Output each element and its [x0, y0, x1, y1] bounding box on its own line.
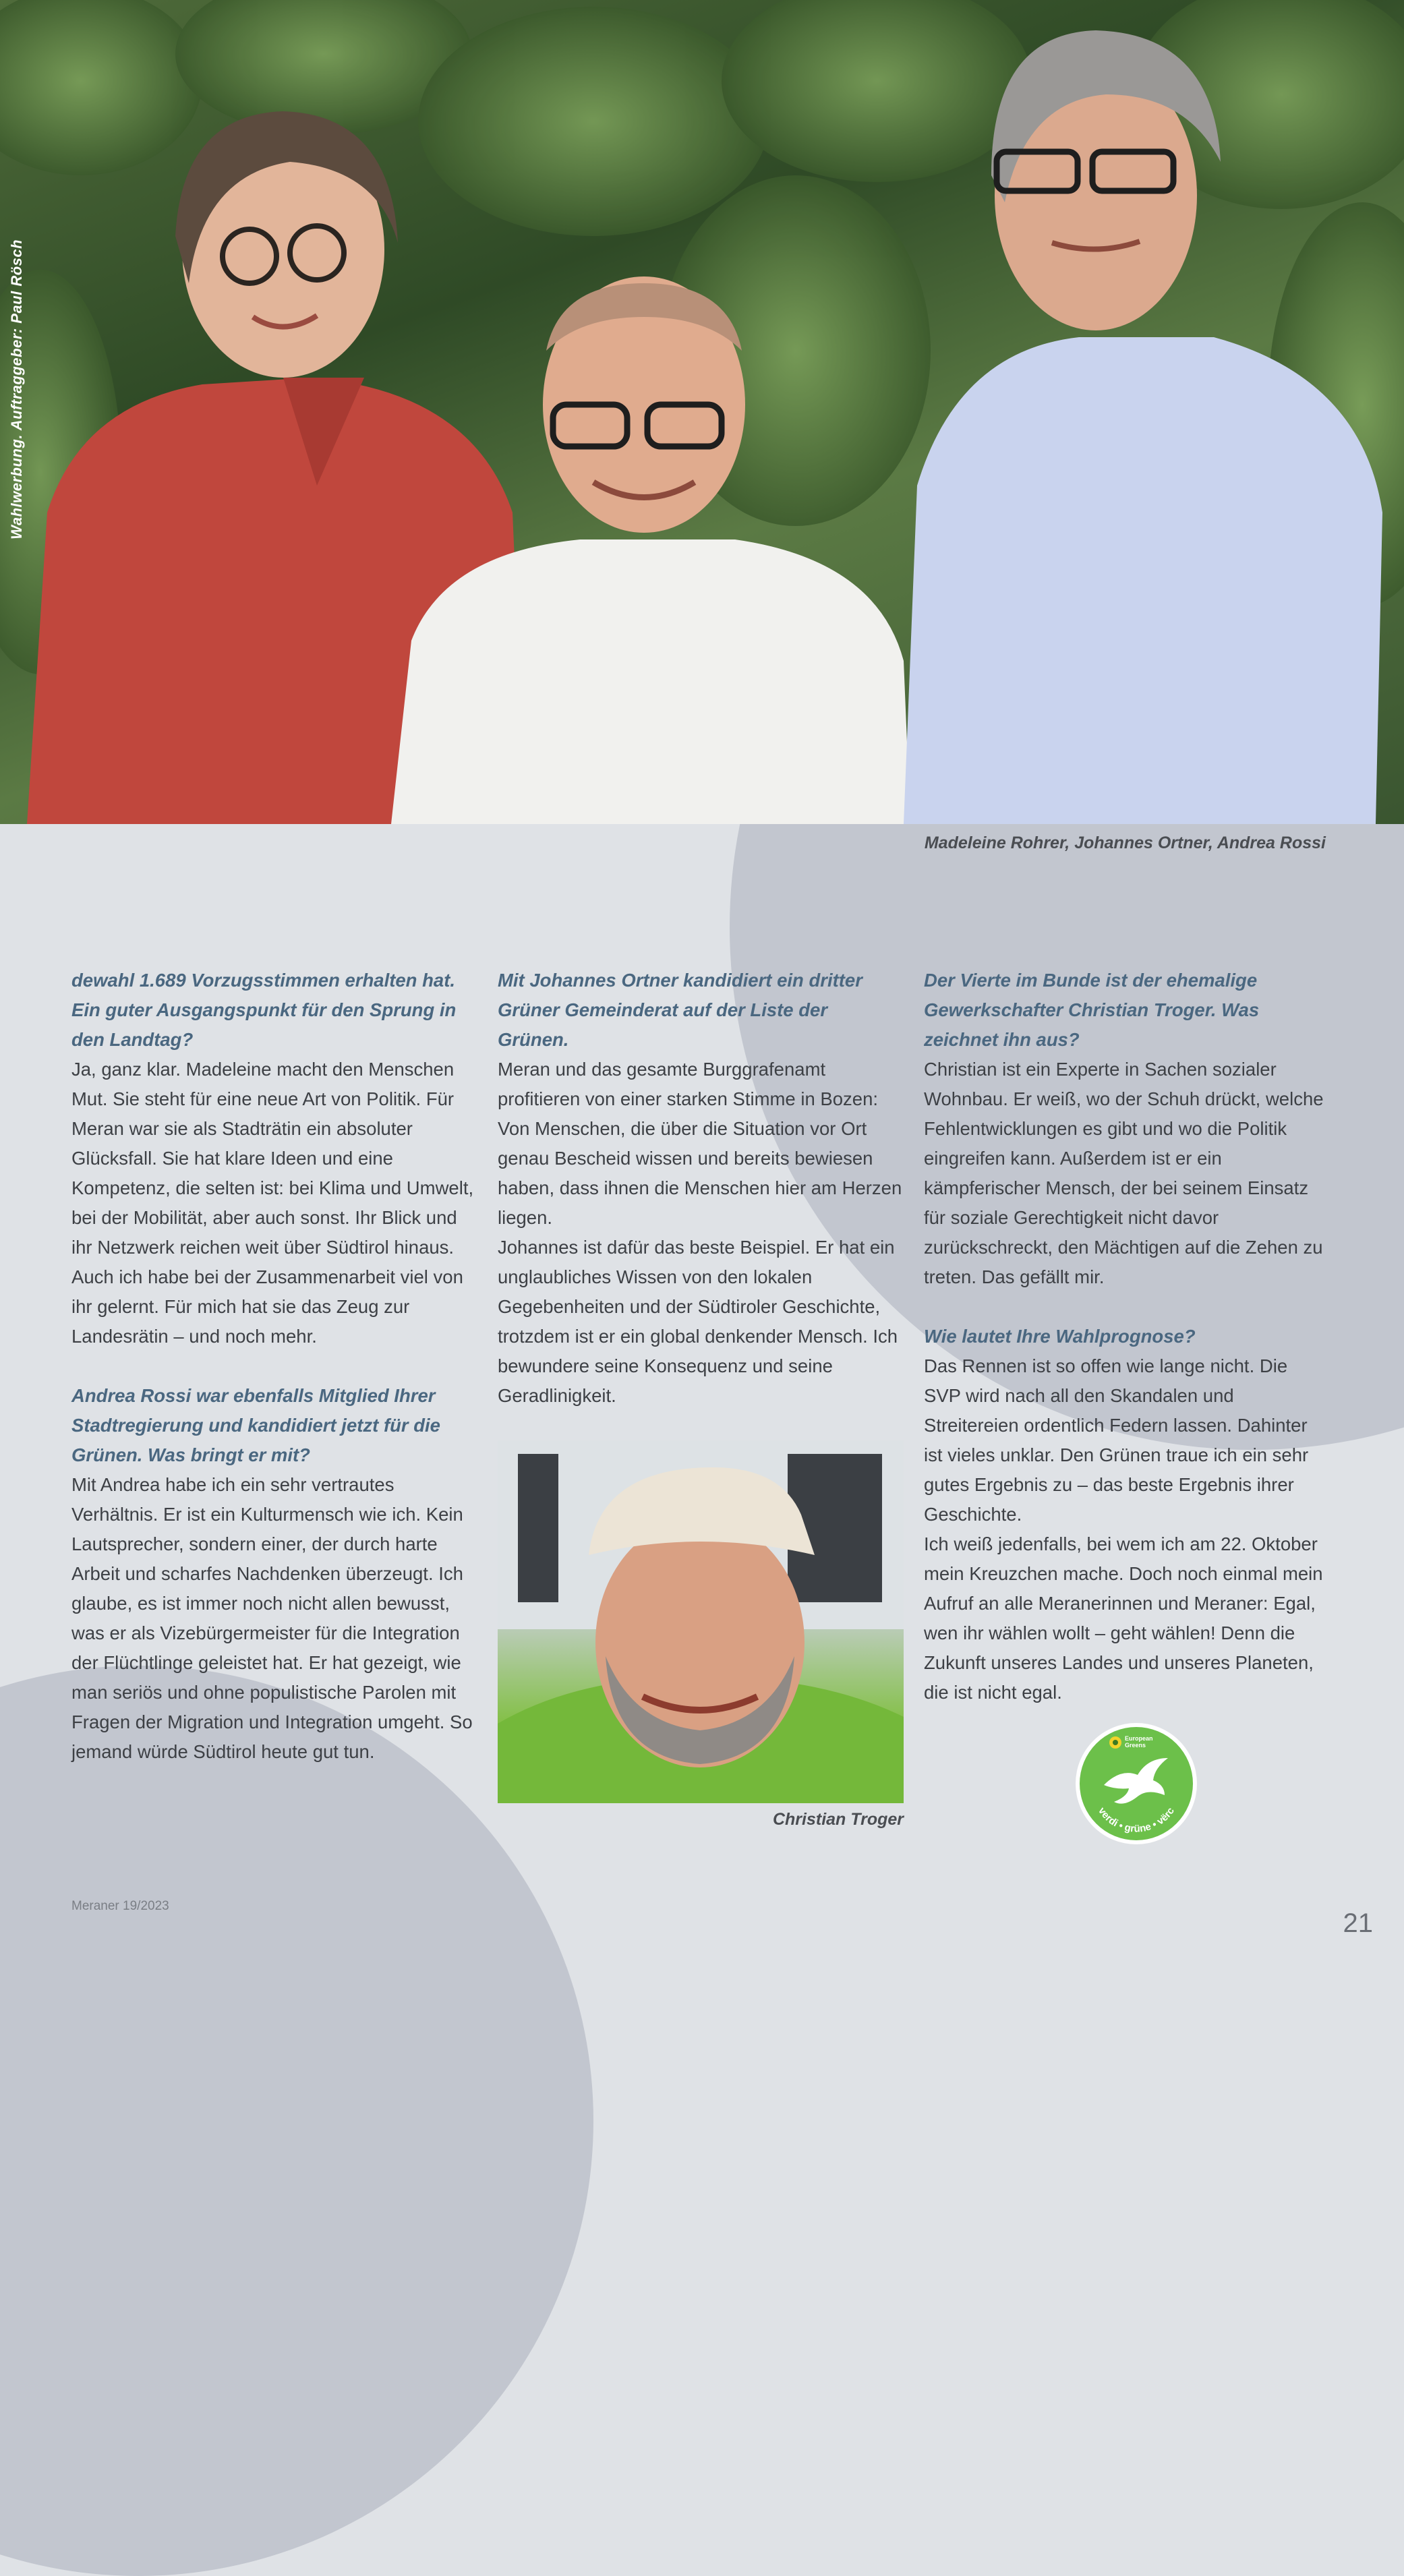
- question: Der Vierte im Bunde ist der ehemalige Gewerkschafter Christian Troger. Was zeichnet ihn aus?: [924, 970, 1260, 1050]
- answer: Ich weiß jedenfalls, bei wem ich am 22. Oktober mein Kreuzchen mache. Doch noch einmal mein Aufruf an alle Meranerinnen und Meraner: Egal, wen ihr wählen wollt – geht wählen! Denn die Zukunft unseres Landes und unseres Planeten, die ist nicht egal.: [924, 1533, 1323, 1703]
- footer-issue: Meraner 19/2023: [71, 1899, 169, 1913]
- question: Wie lautet Ihre Wahlprognose?: [924, 1326, 1196, 1347]
- troger-photo: [498, 1440, 904, 1803]
- logo-top-line2: Greens: [1125, 1742, 1146, 1749]
- answer: Christian ist ein Experte in Sachen sozialer Wohnbau. Er weiß, wo der Schuh drückt, welche Fehlentwicklungen es gibt und wo die Politik eingreifen kann. Außerdem ist er ein kämpferischer Mensch, der bei seinem Einsatz für soziale Gerechtigkeit nicht davor zurückschreckt, den Mächtigen auf die Zehen zu treten. Das gefällt mir.: [924, 1059, 1324, 1287]
- text-column-2: [498, 966, 902, 1411]
- sunflower-icon: [1109, 1736, 1121, 1749]
- troger-caption: Christian Troger: [772, 1810, 904, 1829]
- hero-caption: Madeleine Rohrer, Johannes Ortner, Andrea Rossi: [924, 833, 1326, 852]
- page-number: 21: [1343, 1908, 1373, 1938]
- answer: Mit Andrea habe ich ein sehr vertrautes Verhältnis. Er ist ein Kulturmensch wie ich. Kein Lautsprecher, sondern einer, der durch harte Arbeit und scharfes Nachdenken überzeugt. Ich glaube, es ist immer noch nicht allen bewusst, was er als Vizebürgermeister für die Integration der Flüchtlinge geleistet hat. Er hat gezeigt, wie man seriös und ohne populistische Parolen mit Fragen der Migration und Integration umgeht. So jemand würde Südtirol heute gut tun.: [71, 1474, 473, 1762]
- logo-bottom-text: verdi • grüne • vërc: [1096, 1805, 1177, 1835]
- question: dewahl 1.689 Vorzugsstimmen erhalten hat. Ein guter Ausgangspunkt für den Sprung in den Landtag?: [71, 970, 457, 1050]
- photo-credit: Wahlwerbung. Auftraggeber: Paul Rösch: [8, 239, 25, 539]
- logo-top-line1: European: [1125, 1735, 1153, 1742]
- green-party-logo: [1074, 1721, 1199, 1846]
- answer: Das Rennen ist so offen wie lange nicht. Die SVP wird nach all den Skandalen und Streitereien ordentlich Federn lassen. Dahinter ist vieles unklar. Den Grünen traue ich ein sehr gutes Ergebnis zu – das beste Ergebnis ihrer Geschichte.: [924, 1355, 1309, 1525]
- hero-photo: [0, 0, 1404, 824]
- answer: Ja, ganz klar. Madeleine macht den Menschen Mut. Sie steht für eine neue Art von Politik. Für Meran war sie als Stadträtin ein absoluter Glücksfall. Sie hat klare Ideen und eine Kompetenz, die selten ist: bei Klima und Umwelt, bei der Mobilität, aber auch sonst. Ihr Blick und ihr Netzwerk reichen weit über Südtirol hinaus. Auch ich habe bei der Zusammenarbeit viel von ihr gelernt. Für mich hat sie das Zeug zur Landesrätin – und noch mehr.: [71, 1059, 474, 1347]
- question: Andrea Rossi war ebenfalls Mitglied Ihrer Stadtregierung und kandidiert jetzt für die Grünen. Was bringt er mit?: [71, 1385, 440, 1465]
- answer: Meran und das gesamte Burggrafenamt profitieren von einer starken Stimme in Bozen: Von Menschen, die über die Situation vor Ort genau Bescheid wissen und bereits bewiesen haben, dass ihnen die Menschen hier am Herzen liegen.: [498, 1059, 902, 1228]
- text-column-1: [71, 966, 476, 1767]
- question: Mit Johannes Ortner kandidiert ein dritter Grüner Gemeinderat auf der Liste der Grünen.: [498, 970, 862, 1050]
- answer: Johannes ist dafür das beste Beispiel. Er hat ein unglaubliches Wissen von den lokalen Gegebenheiten und der Südtiroler Geschichte, trotzdem ist er ein global denkender Mensch. Ich bewundere seine Konsequenz und seine Geradlinigkeit.: [498, 1237, 898, 1406]
- text-column-3: [924, 966, 1328, 1707]
